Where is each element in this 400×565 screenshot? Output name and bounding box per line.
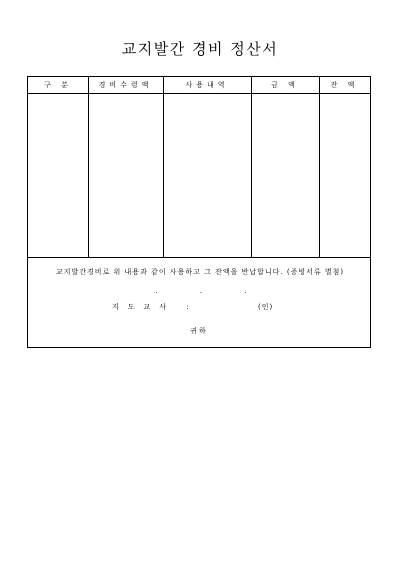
document-title: 교지발간 경비 정산서 [121,40,279,58]
column-header-usage-details: 사용내역 [185,81,229,89]
settlement-form [27,76,371,348]
column-header-received-amount: 경비수령액 [98,81,153,89]
column-divider [163,77,164,257]
supervisor-label: 지도교사 : [112,303,198,311]
column-divider [88,77,89,257]
column-header-amount: 금 액 [271,81,299,89]
date-line: . . . [155,287,267,295]
column-divider [319,77,320,257]
return-statement: 교지발간경비로 위 내용과 같이 사용하고 그 잔액을 반납합니다. (증빙서류 별첨) [56,268,345,276]
column-header-balance: 잔 액 [330,81,359,89]
recipient-label: 귀하 [190,327,208,335]
table-bottom-border [28,257,370,258]
column-divider [251,77,252,257]
column-header-category: 구 분 [44,81,72,89]
seal-mark: (인) [258,303,274,311]
